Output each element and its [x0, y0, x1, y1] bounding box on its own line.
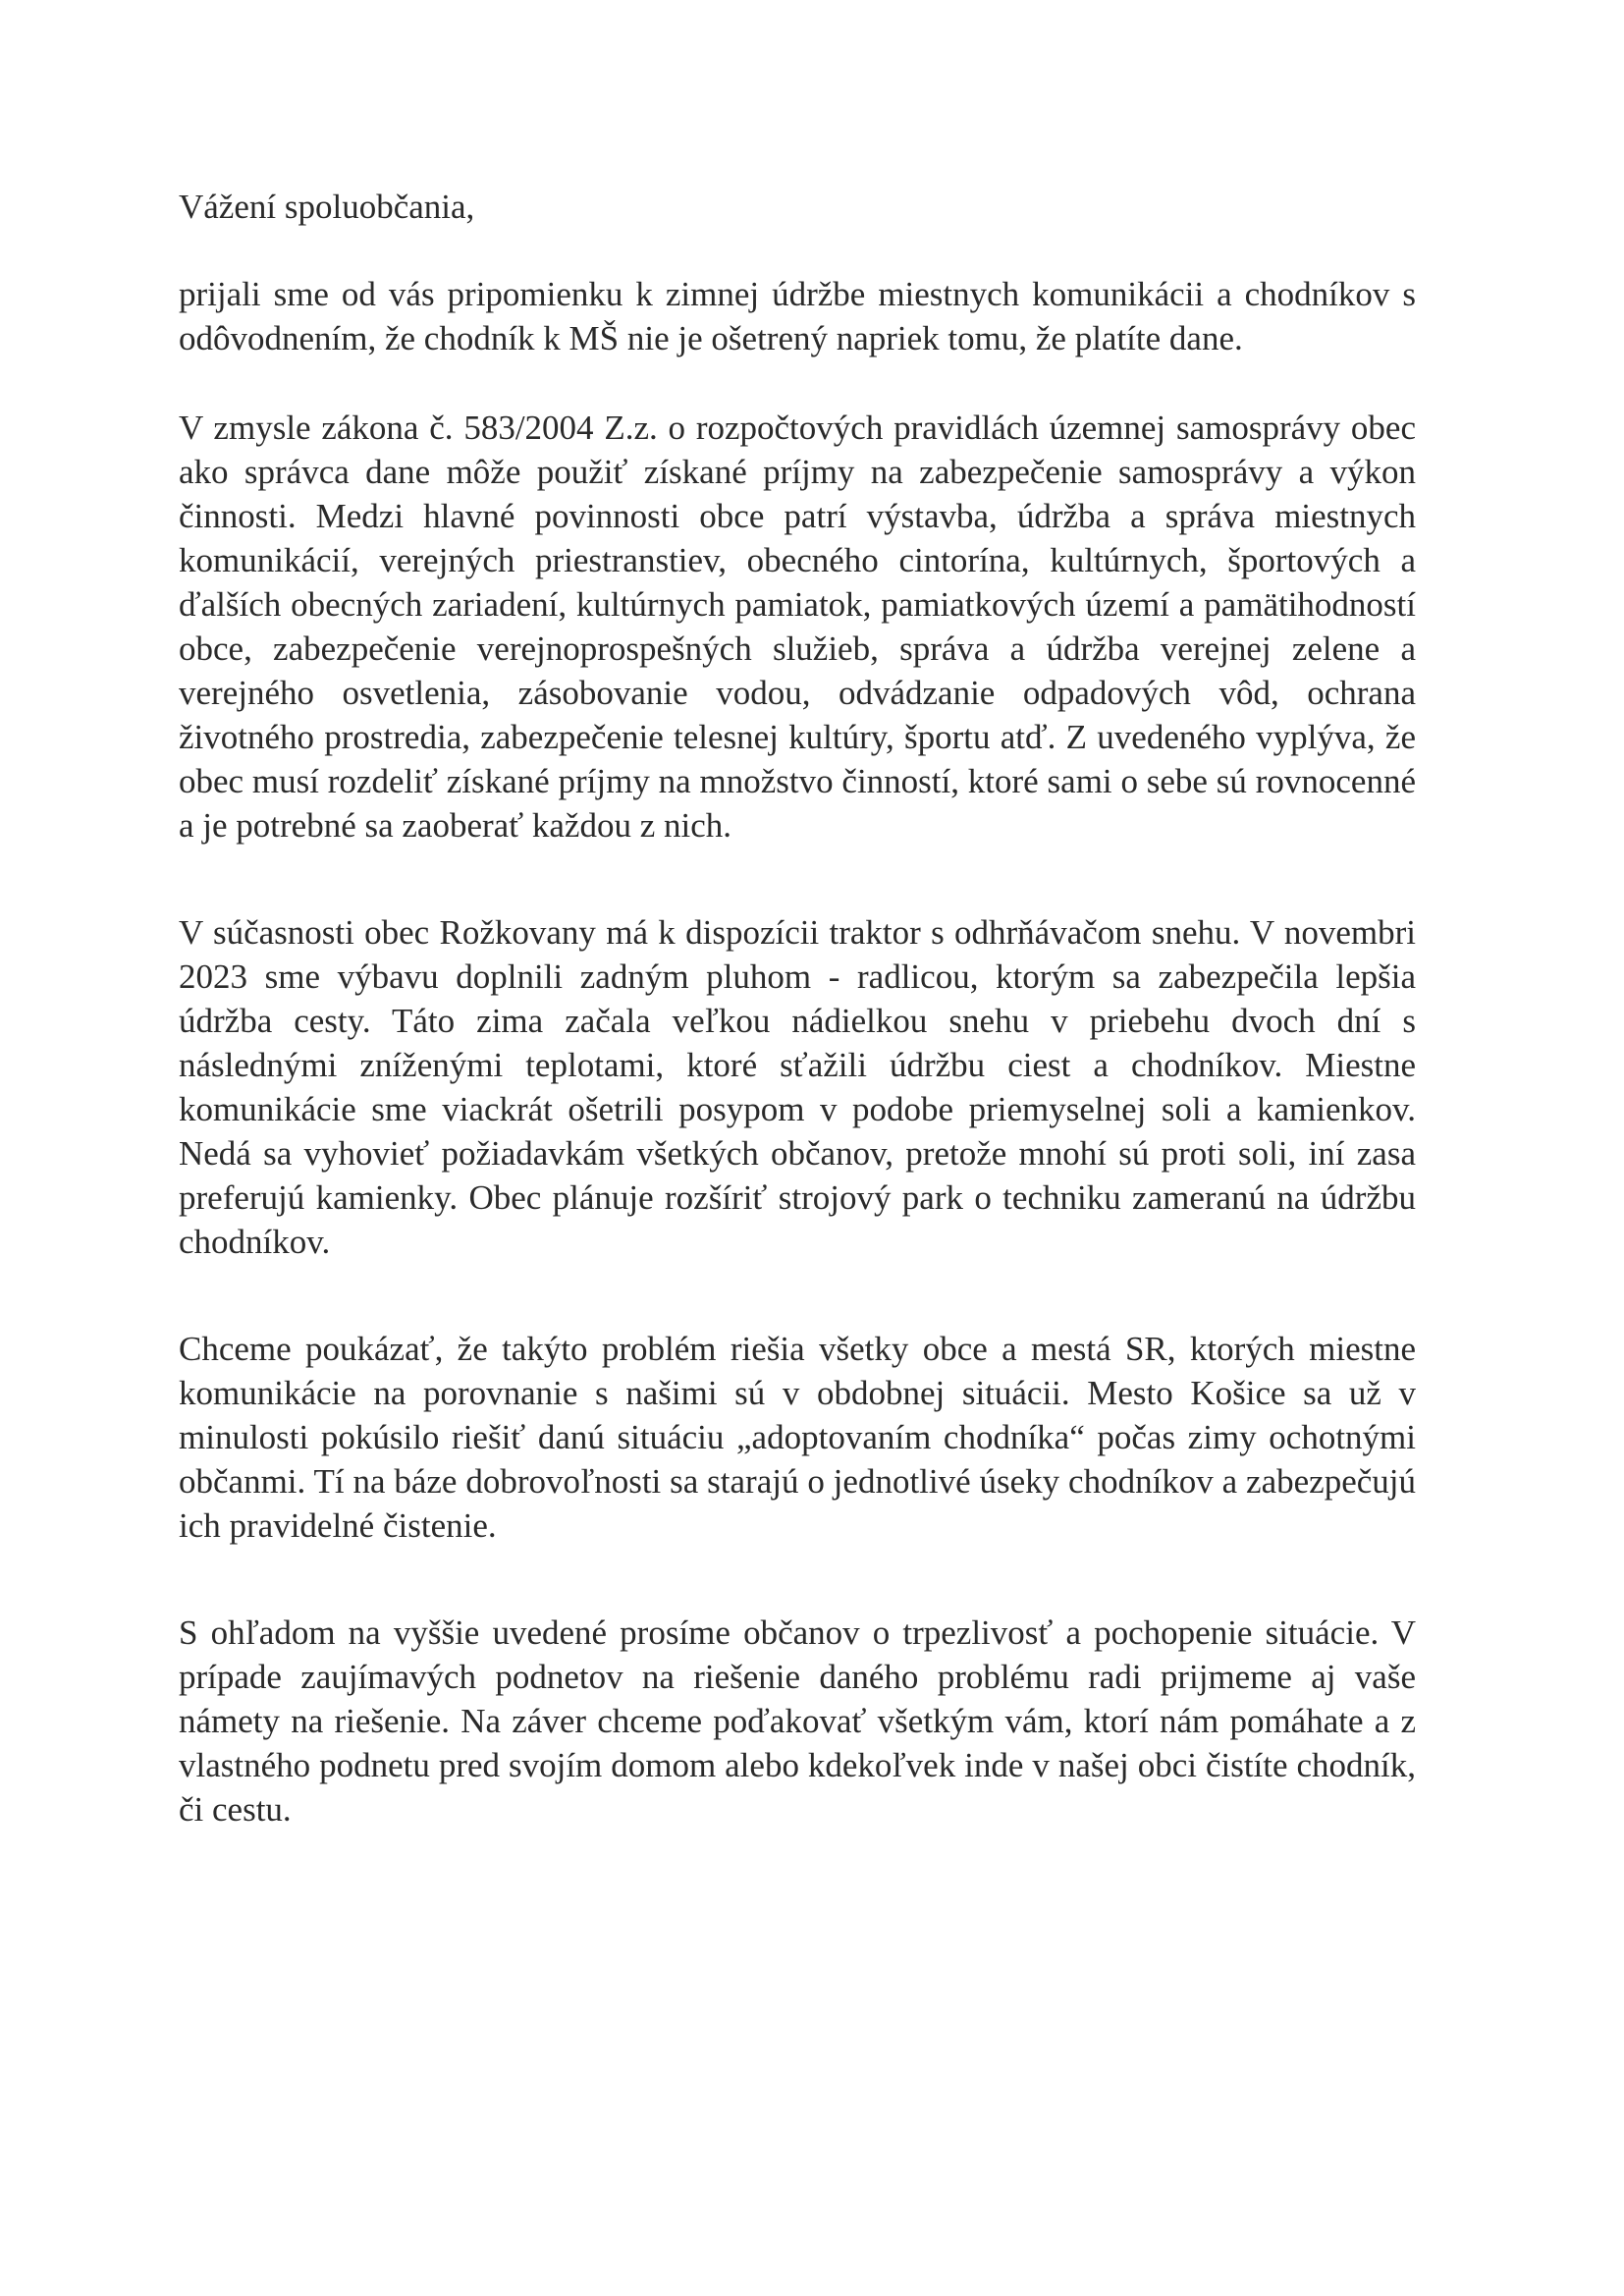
letter-body — [179, 185, 1416, 1894]
salutation: Vážení spoluobčania, — [179, 188, 475, 226]
paragraph-closing: S ohľadom na vyššie uvedené prosíme občanov o trpezlivosť a pochopenie situácie. V prípade zaujímavých podnetov na riešenie daného problému radi prijmeme aj vaše námety na riešenie. Na záver chceme poďakovať všetkým vám, ktorí nám pomáhate a z vlastného podnetu pred svojím domom alebo kdekoľvek inde v našej obci čistíte chodník, či cestu. — [179, 1613, 1416, 1829]
paragraph-other-towns: Chceme poukázať, že takýto problém riešia všetky obce a mestá SR, ktorých miestne komunikácie na porovnanie s našimi sú v obdobnej situácii. Mesto Košice sa už v minulosti pokúsilo riešiť danú situáciu „adoptovaním chodníka“ počas zimy ochotnými občanmi. Tí na báze dobrovoľnosti sa starajú o jednotlivé úseky chodníkov a zabezpečujú ich pravidelné čistenie. — [179, 1330, 1416, 1545]
paragraph-law-duties: V zmysle zákona č. 583/2004 Z.z. o rozpočtových pravidlách územnej samosprávy obec ako správca dane môže použiť získané príjmy na zabezpečenie samosprávy a výkon činnosti. Medzi hlavné povinnosti obce patrí výstavba, údržba a správa miestnych komunikácií, verejných priestranstiev, obecného cintorína, kultúrnych, športových a ďalších obecných zariadení, kultúrnych pamiatok, pamiatkových území a pamätihodností obce, zabezpečenie verejnoprospešných služieb, správa a údržba verejnej zelene a verejného osvetlenia, zásobovanie vodou, odvádzanie odpadových vôd, ochrana životného prostredia, zabezpečenie telesnej kultúry, športu atď. Z uvedeného vyplýva, že obec musí rozdeliť získané príjmy na množstvo činností, ktoré sami o sebe sú rovnocenné a je potrebné sa zaoberať každou z nich. — [179, 409, 1416, 845]
paragraph-equipment: V súčasnosti obec Rožkovany má k dispozícii traktor s odhrňávačom snehu. V novembri 2023 sme výbavu doplnili zadným pluhom - radlicou, ktorým sa zabezpečila lepšia údržba cesty. Táto zima začala veľkou nádielkou snehu v priebehu dvoch dní s následnými zníženými teplotami, ktoré sťažili údržbu ciest a chodníkov. Miestne komunikácie sme viackrát ošetrili posypom v podobe priemyselnej soli a kamienkov. Nedá sa vyhovieť požiadavkám všetkých občanov, pretože mnohí sú proti soli, iní zasa preferujú kamienky. Obec plánuje rozšíriť strojový park o techniku zameranú na údržbu chodníkov. — [179, 913, 1416, 1261]
paragraph-complaint: prijali sme od vás pripomienku k zimnej údržbe miestnych komunikácii a chodníkov s odôvodnením, že chodník k MŠ nie je ošetrený napriek tomu, že platíte dane. — [179, 275, 1416, 357]
